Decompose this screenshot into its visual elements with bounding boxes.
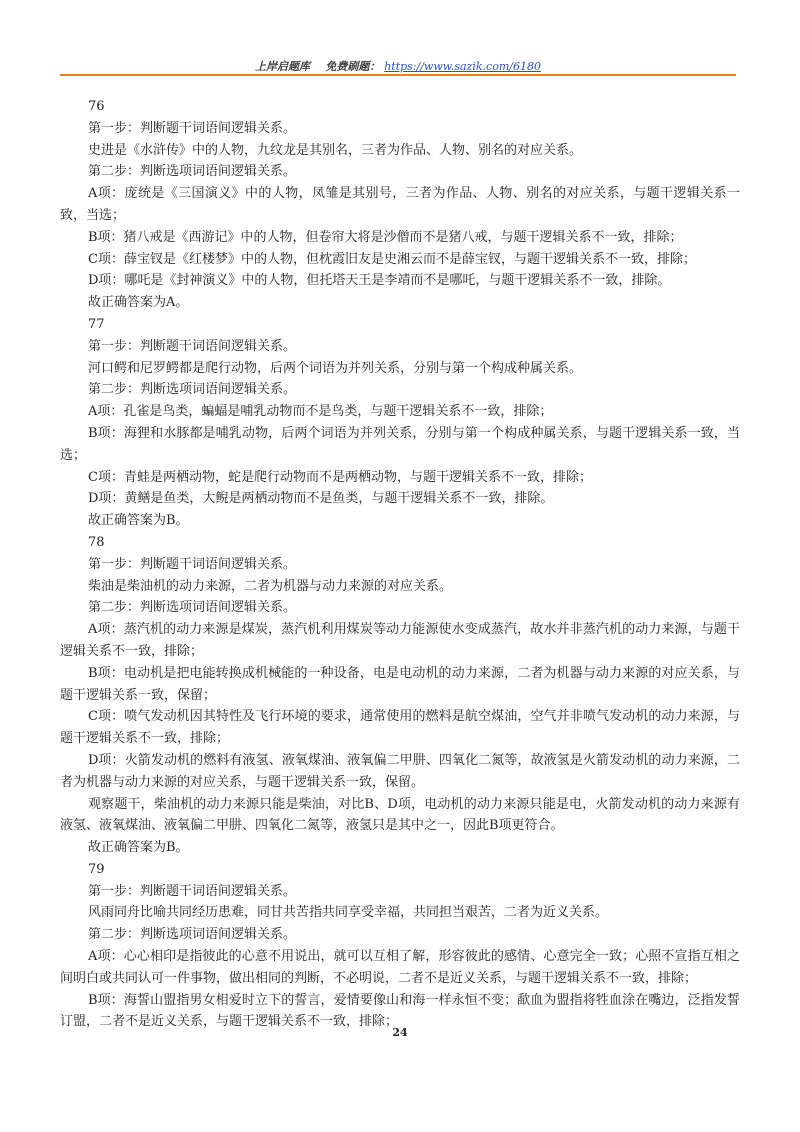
paragraph: 第一步：判断题干词语间逻辑关系。: [88, 883, 297, 899]
paragraph: B项：海狸和水豚都是哺乳动物，后两个词语为并列关系，分别与第一个构成种属关系，与题干逻辑关系一致，当选；: [60, 425, 740, 463]
paragraph: A项：蒸汽机的动力来源是煤炭，蒸汽机利用煤炭等动力能源使水变成蒸汽，故水并非蒸汽机的动力来源，与题干逻辑关系不一致，排除；: [60, 622, 740, 659]
paragraph: C项：喷气发动机因其特性及飞行环境的要求，通常使用的燃料是航空煤油，空气并非喷气发动机的动力来源，与题干逻辑关系不一致，排除；: [60, 709, 740, 747]
paragraph: C项：薛宝钗是《红楼梦》中的人物，但枕霞旧友是史湘云而不是薛宝钗，与题干逻辑关系不一致，排除；: [88, 251, 696, 267]
paragraph: A项：孔雀是鸟类，蝙蝠是哺乳动物而不是鸟类，与题干逻辑关系不一致，排除；: [88, 404, 553, 420]
paragraph: B项：海誓山盟指男女相爱时立下的誓言，爱情要像山和海一样永恒不变；歃血为盟指将牲血涂在嘴边，泛指发誓订盟，二者不是近义关系，与题干逻辑关系不一致，排除；: [60, 992, 740, 1030]
paragraph: D项：黄鳝是鱼类，大鲵是两栖动物而不是鱼类，与题干逻辑关系不一致，排除。: [88, 491, 554, 507]
paragraph: 柴油是柴油机的动力来源，二者为机器与动力来源的对应关系。: [88, 578, 453, 594]
paragraph: 第一步：判断题干词语间逻辑关系。: [88, 338, 297, 354]
question-number: 78: [88, 534, 105, 550]
paragraph: B项：电动机是把电能转换成机械能的一种设备，电是电动机的动力来源，二者为机器与动力来源的对应关系，与题干逻辑关系一致，保留；: [60, 665, 740, 703]
paragraph: D项：哪吒是《封神演义》中的人物，但托塔天王是李靖而不是哪吒，与题干逻辑关系不一致，排除。: [88, 273, 671, 289]
paragraph: 第二步：判断选项词语间逻辑关系。: [88, 164, 297, 180]
paragraph: 第一步：判断题干词语间逻辑关系。: [88, 556, 297, 572]
question-number: 76: [88, 99, 105, 114]
header-url-link[interactable]: https://www.sazik.com/6180: [384, 60, 541, 73]
paragraph: 第二步：判断选项词语间逻辑关系。: [88, 382, 297, 398]
paragraph: 观察题干，柴油机的动力来源只能是柴油，对比B、D项，电动机的动力来源只能是电，火箭发动机的动力来源有液氢、液氧煤油、液氧偏二甲肼、四氧化二氮等，液氢只是其中之一，因此B项更符合。: [60, 796, 740, 834]
header-brand: 上岸启题库: [255, 60, 311, 73]
question-number: 79: [88, 861, 105, 877]
paragraph: 第一步：判断题干词语间逻辑关系。: [88, 120, 297, 136]
paragraph: 第二步：判断选项词语间逻辑关系。: [88, 600, 297, 616]
paragraph: 河口鳄和尼罗鳄都是爬行动物，后两个词语为并列关系，分别与第一个构成种属关系。: [88, 360, 583, 376]
paragraph: B项：猪八戒是《西游记》中的人物，但卷帘大将是沙僧而不是猪八戒，与题干逻辑关系不一致，排除；: [88, 229, 683, 245]
paragraph: A项：心心相印是指彼此的心意不用说出，就可以互相了解，形容彼此的感情、心意完全一致；心照不宣指互相之间明白或共同认可一件事物，做出相同的判断，不必明说，二者不是近义关系，与题干逻辑关系不一致，排除；: [60, 949, 740, 986]
header-divider: [60, 74, 736, 76]
paragraph: 风雨同舟比喻共同经历患难，同甘共苦指共同享受幸福，共同担当艰苦，二者为近义关系。: [88, 905, 609, 921]
paragraph: 故正确答案为B。: [88, 840, 189, 856]
paragraph: 第二步：判断选项词语间逻辑关系。: [88, 927, 297, 943]
paragraph: D项：火箭发动机的燃料有液氢、液氧煤油、液氧偏二甲肼、四氧化二氮等，故液氢是火箭发动机的动力来源，二者为机器与动力来源的对应关系，与题干逻辑关系一致，保留。: [60, 752, 740, 790]
page-number: 24: [392, 1026, 408, 1039]
paragraph: A项：庞统是《三国演义》中的人物，凤雏是其别号，三者为作品、人物、别名的对应关系，与题干逻辑关系一致，当选；: [60, 186, 740, 223]
paragraph: 故正确答案为A。: [88, 295, 189, 311]
paragraph: C项：青蛙是两栖动物，蛇是爬行动物而不是两栖动物，与题干逻辑关系不一致，排除；: [88, 469, 592, 485]
page-header: [60, 58, 736, 74]
question-number: 77: [88, 316, 105, 332]
header-label: 免费刷题：: [325, 60, 381, 73]
document-body: [60, 96, 740, 1033]
paragraph: 史进是《水浒传》中的人物，九纹龙是其别名，三者为作品、人物、别名的对应关系。: [88, 142, 583, 158]
paragraph: 故正确答案为B。: [88, 513, 189, 529]
